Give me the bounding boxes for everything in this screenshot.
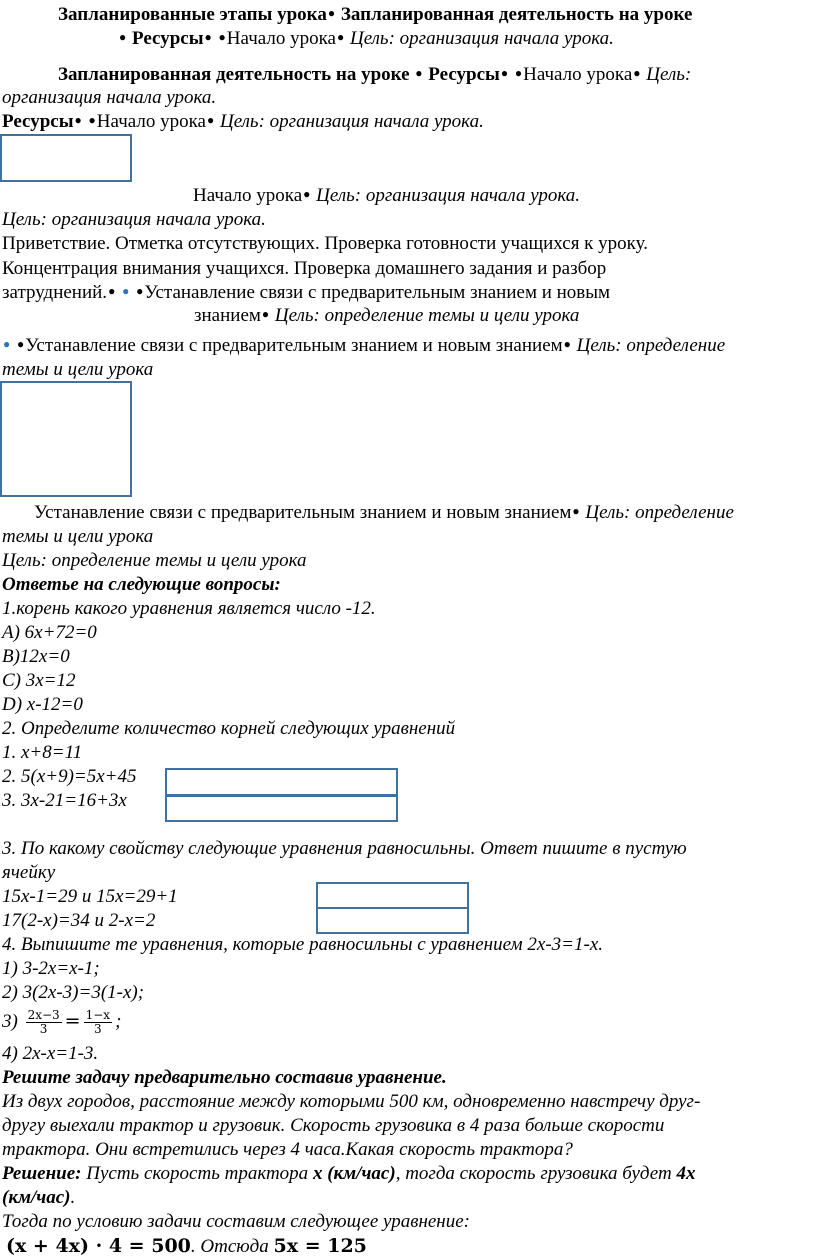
q3-eq-2: 17(2-x)=34 и 2-x=2 — [2, 910, 156, 931]
q3-text-2: ячейку — [2, 862, 56, 883]
goal-label: Цель: — [646, 64, 692, 85]
para2-line-2: организация начала урока. — [2, 87, 217, 108]
equation-line — [6, 1235, 367, 1258]
block1-line-6 — [194, 305, 579, 328]
block2-line-2: темы и цели урока — [2, 526, 154, 547]
bullet-icon: ● — [500, 66, 509, 80]
fraction-left — [26, 1009, 62, 1036]
bullet-icon: ● — [136, 284, 144, 298]
fraction-right — [84, 1009, 112, 1036]
block2-line-1 — [34, 502, 734, 525]
solution-text: , тогда скорость грузовика будет — [395, 1163, 672, 1184]
blue-bullet-icon: ● — [3, 337, 11, 351]
q4-text: 4. Выпишите те уравнения, которые равносильны с уравнением 2x-3=1-x. — [2, 934, 604, 955]
block1-line-7 — [2, 335, 725, 358]
planned-stages: Запланированные этапы урока — [58, 4, 327, 25]
bullet-icon: ● — [336, 30, 345, 44]
bullet-icon: ● — [206, 113, 215, 127]
q2-eq-3: 3. 3x-21=16+3x — [2, 790, 127, 811]
planned-activity: Запланированная деятельность на уроке — [58, 64, 410, 85]
block2-line-3: Цель: определение темы и цели урока — [2, 550, 307, 571]
answer-box[interactable] — [165, 768, 398, 796]
connection-text: Устанавление связи с предварительным знанием и новым знанием — [34, 502, 572, 523]
goal-text: Цель: определение — [576, 335, 726, 356]
numerator: 1−x — [85, 1008, 111, 1023]
goal-text: Цель: организация начала урока. — [219, 111, 484, 132]
block1-line-2: Цель: организация начала урока. — [2, 209, 266, 230]
para3-line — [2, 111, 484, 134]
bullet-icon: ● — [218, 30, 226, 44]
bullet-icon: ● — [563, 337, 571, 351]
q3-text-1: 3. По какому свойству следующие уравнения равносильны. Ответ пишите в пустую — [2, 838, 687, 859]
q1-option-d: D) x-12=0 — [2, 694, 83, 715]
block1-line-8: темы и цели урока — [2, 359, 154, 380]
answer-box[interactable] — [165, 795, 398, 822]
bullet-icon: ● — [572, 504, 580, 518]
blue-bullet-icon: ● — [122, 284, 130, 298]
resources-label: Ресурсы — [428, 64, 500, 85]
q1-option-c: C) 3x=12 — [2, 670, 76, 691]
truck-speed: 4x — [676, 1163, 696, 1184]
equation: (x + 4x) · 4 = 500 — [6, 1235, 191, 1257]
knowledge-text: знанием — [194, 305, 261, 326]
para2-line-1 — [58, 64, 691, 87]
q1-text: 1.корень какого уравнения является число -12. — [2, 598, 376, 619]
bullet-icon: ● — [514, 66, 523, 80]
lesson-start: Начало урока — [226, 28, 336, 49]
goal-label: Цель: — [349, 28, 395, 49]
q1-option-b: B)12x=0 — [2, 646, 70, 667]
connection-text: Устанавление связи с предварительным знанием и новым знанием — [25, 335, 563, 356]
bullet-icon: ● — [633, 66, 641, 80]
bullet-icon: ● — [303, 187, 311, 201]
numerator: 2x−3 — [27, 1008, 60, 1023]
q2-eq-1: 1. x+8=11 — [2, 742, 83, 763]
block1-line-1 — [193, 185, 580, 208]
equals-sign: = — [64, 1010, 81, 1032]
equation-result: 5x = 125 — [273, 1235, 367, 1257]
q4-option-3 — [2, 1006, 121, 1037]
goal-text: Цель: определение — [585, 502, 734, 523]
bullet-icon: ● — [74, 113, 82, 127]
header-line-2 — [118, 28, 614, 51]
q3-eq-1: 15x-1=29 и 15x=29+1 — [2, 886, 178, 907]
bullet-icon: ● — [119, 30, 127, 44]
block1-line-4: Концентрация внимания учащихся. Проверка домашнего задания и разбор — [2, 258, 607, 279]
bullet-icon: ● — [415, 66, 423, 80]
answer-box[interactable] — [316, 907, 469, 934]
unit-label: (км/час) — [2, 1187, 71, 1208]
lesson-start: Начало урока — [193, 185, 303, 206]
q1-option-a: A) 6x+72=0 — [2, 622, 97, 643]
task-text-2: другу выехали трактор и грузовик. Скорость грузовика в 4 раза больше скорости — [2, 1115, 665, 1136]
q2-eq-2: 2. 5(x+9)=5x+45 — [2, 766, 137, 787]
bullet-icon: ● — [327, 6, 336, 20]
q4-option-4: 4) 2x-x=1-3. — [2, 1043, 99, 1064]
difficulties-text: затруднений. — [2, 282, 108, 303]
period: . — [70, 1187, 76, 1208]
q2-text: 2. Определите количество корней следующих уравнений — [2, 718, 456, 739]
denominator: 3 — [39, 1022, 48, 1037]
task-text-3: трактора. Они встретились через 4 часа.Какая скорость трактора? — [2, 1139, 573, 1160]
task-text-1: Из двух городов, расстояние между которыми 500 км, одновременно навстречу друг- — [2, 1091, 701, 1112]
goal-text: Цель: организация начала урока. — [316, 185, 581, 206]
bullet-icon: ● — [261, 307, 270, 321]
tractor-speed: x (км/час) — [312, 1163, 396, 1184]
solution-label: Решение: — [2, 1163, 82, 1184]
option-number: 3) — [2, 1011, 18, 1032]
bullet-icon: ● — [108, 284, 116, 298]
bullet-icon: ● — [17, 337, 25, 351]
task-title: Решите задачу предварительно составив уравнение. — [2, 1067, 447, 1088]
bullet-icon: ● — [88, 113, 96, 127]
q4-option-1: 1) 3-2x=x-1; — [2, 958, 100, 979]
block1-line-5 — [2, 282, 610, 305]
hence-text: . Отсюда — [190, 1236, 269, 1257]
denominator: 3 — [94, 1022, 102, 1037]
goal-text: Цель: определение темы и цели урока — [274, 305, 580, 326]
lesson-start: Начало урока — [96, 111, 206, 132]
block1-line-3: Приветствие. Отметка отсутствующих. Проверка готовности учащихся к уроку. — [2, 233, 648, 254]
answer-box[interactable] — [316, 882, 469, 909]
questions-title: Ответье на следующие вопросы: — [2, 574, 281, 595]
goal-text: организация начала урока. — [399, 28, 614, 49]
task-text-4: Тогда по условию задачи составим следующее уравнение: — [2, 1211, 470, 1232]
bullet-icon: ● — [204, 30, 212, 44]
lesson-start: Начало урока — [523, 64, 633, 85]
solution-line-2 — [2, 1187, 75, 1209]
semicolon: ; — [115, 1011, 122, 1032]
empty-box — [0, 381, 132, 497]
resources-label: Ресурсы — [2, 111, 74, 132]
empty-box — [0, 134, 132, 182]
resources-label: Ресурсы — [132, 28, 204, 49]
planned-activity: Запланированная деятельность на уроке — [340, 4, 693, 25]
solution-line — [2, 1163, 695, 1185]
solution-text: Пусть скорость трактора — [86, 1163, 309, 1184]
header-line-1 — [58, 4, 692, 27]
q4-option-2: 2) 3(2x-3)=3(1-x); — [2, 982, 145, 1003]
connection-text: Устанавление связи с предварительным знанием и новым — [144, 282, 611, 303]
